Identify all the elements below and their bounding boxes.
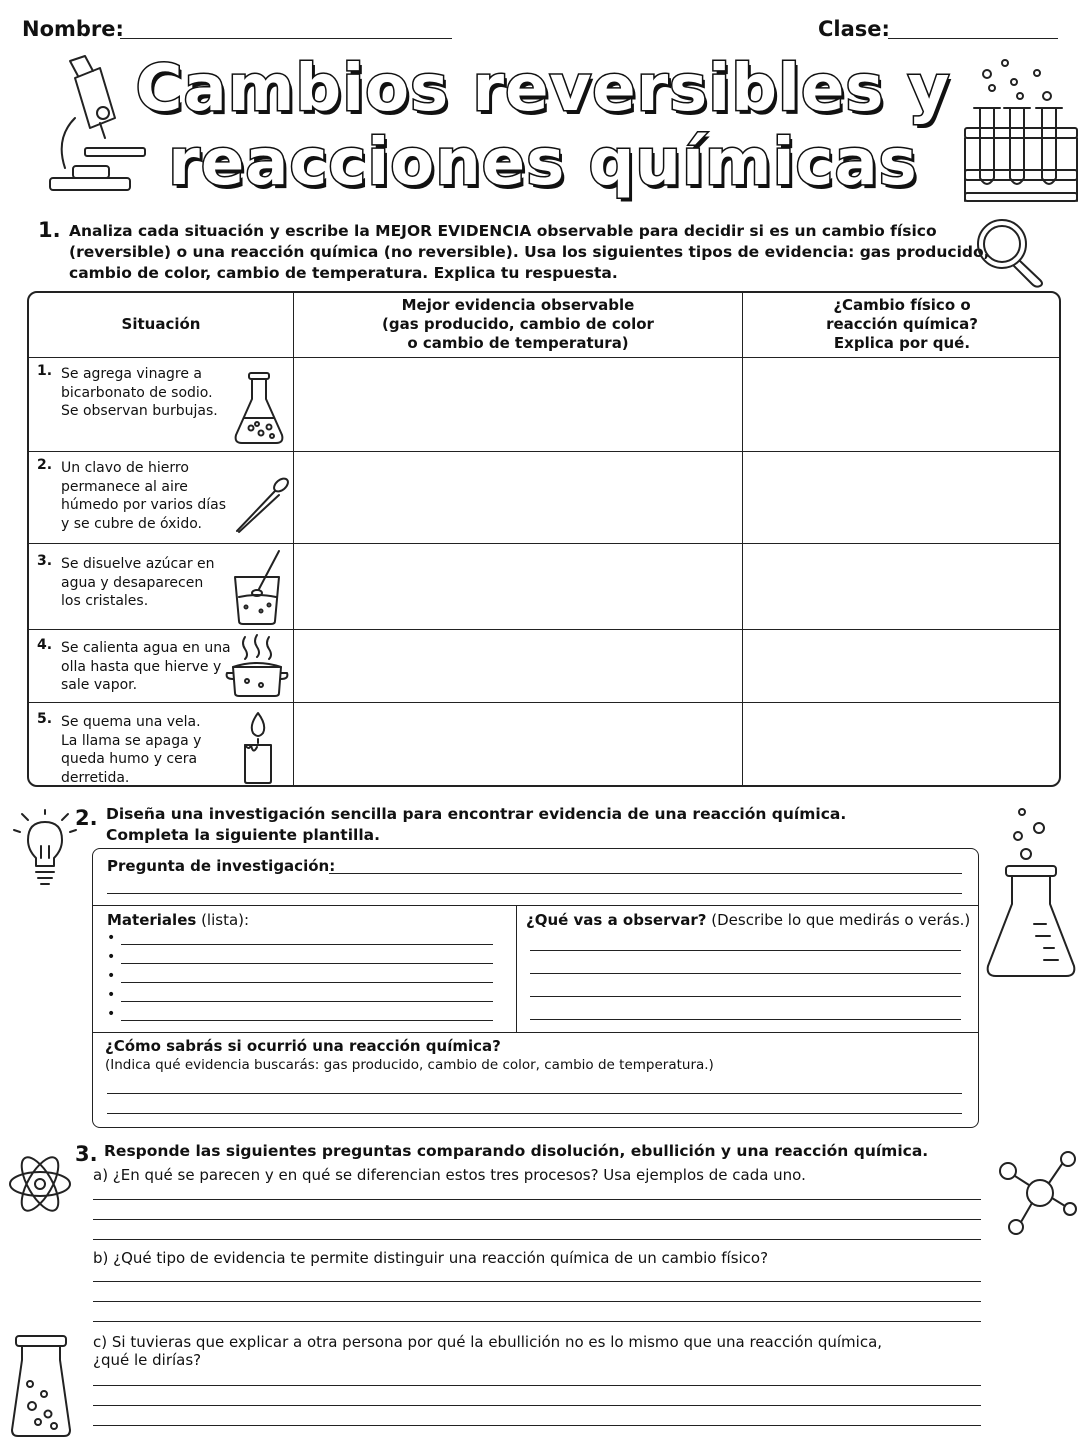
section-1-instruction-line: cambio de color, cambio de temperatura. Explica tu respuesta. [69,264,618,282]
observe-field-line[interactable] [530,996,961,997]
how-field-line[interactable] [107,1113,962,1114]
answer-line[interactable] [93,1301,981,1302]
evidence-answer-cell-4[interactable] [295,631,741,701]
evidence-answer-cell-2[interactable] [295,453,741,542]
observe-label: ¿Qué vas a observar? [526,911,707,929]
type-answer-cell-5[interactable] [744,704,1059,786]
observe-field-line[interactable] [530,1019,961,1020]
answer-line[interactable] [93,1199,981,1200]
row-text: La llama se apaga y [61,732,202,749]
section-1-instruction-line: (reversible) o una reacción química (no reversible). Usa los siguientes tipos de evidencia: gas producido, [69,243,990,261]
section-2-number: 2. [75,806,98,830]
row-text: Se calienta agua en una [61,640,231,656]
candle-icon [241,711,275,785]
row-text: sale vapor. [61,677,138,693]
section-1-number: 1. [38,218,61,242]
answer-line[interactable] [93,1385,981,1386]
evidence-answer-cell-3[interactable] [295,545,741,628]
answer-line[interactable] [93,1219,981,1220]
question-field-line[interactable] [107,893,962,894]
type-answer-cell-1[interactable] [744,359,1059,450]
row-number: 2. [37,457,53,473]
magnifier-icon [972,216,1047,286]
column-header-type: reacción química? [826,315,978,333]
evidence-table [27,291,1061,787]
evidence-answer-cell-1[interactable] [295,359,741,450]
row-text: Un clavo de hierro [61,460,189,476]
class-field[interactable] [888,38,1058,39]
question-b: b) ¿Qué tipo de evidencia te permite distinguir una reacción química de un cambio físico? [93,1249,769,1267]
section-1-instruction-line: Analiza cada situación y escribe la MEJOR EVIDENCIA observable para decidir si es un cambio físico [69,222,937,240]
row-number: 4. [37,637,53,653]
section-2-instruction-line: Diseña una investigación sencilla para encontrar evidencia de una reacción química. [106,805,847,823]
question-c-continued: ¿qué le dirías? [93,1351,202,1369]
column-header-evidence: (gas producido, cambio de color [382,315,654,333]
row-text: bicarbonato de sodio. [61,384,213,401]
observe-field-line[interactable] [530,950,961,951]
evidence-answer-cell-5[interactable] [295,704,741,786]
materials-hint: (lista): [201,911,250,929]
row-text: húmedo por varios días [61,497,227,513]
column-header-evidence: Mejor evidencia observable [401,296,635,314]
answer-line[interactable] [93,1405,981,1406]
row-number: 3. [37,553,53,569]
test-tubes-icon [962,58,1082,208]
material-field-line[interactable] [121,982,493,983]
microscope-icon [45,58,150,198]
row-text: Se disuelve azúcar en [61,556,215,572]
answer-line[interactable] [93,1239,981,1240]
row-text: Se agrega vinagre a [61,366,202,382]
observe-hint: (Describe lo que medirás o verás.) [711,911,971,929]
name-label: Nombre: [22,17,124,41]
material-field-line[interactable] [121,1001,493,1002]
row-text: y se cubre de óxido. [61,515,202,532]
row-text: olla hasta que hierve y [61,658,222,675]
material-field-line[interactable] [121,944,493,945]
boiling-pot-icon [225,635,289,697]
row-text: queda humo y cera [61,751,198,767]
type-answer-cell-3[interactable] [744,545,1059,628]
row-text: Se quema una vela. [61,714,201,730]
how-field-line[interactable] [107,1093,962,1094]
title-line-1: Cambios reversibles y [135,52,951,126]
section-2-instruction-line: Completa la siguiente plantilla. [106,826,380,844]
material-field-line[interactable] [121,963,493,964]
row-number: 5. [37,711,53,727]
how-hint: (Indica qué evidencia buscarás: gas producido, cambio de color, cambio de temperatura.) [105,1057,714,1073]
type-answer-cell-4[interactable] [744,631,1059,701]
molecule-icon [996,1147,1081,1237]
row-text: los cristales. [61,593,149,609]
title-line-2: reacciones químicas [168,126,918,200]
answer-line[interactable] [93,1321,981,1322]
material-field-line[interactable] [121,1020,493,1021]
class-label: Clase: [818,17,890,41]
column-header-evidence: o cambio de temperatura) [407,334,629,352]
nail-icon [231,475,291,535]
column-header-type: Explica por qué. [833,334,971,352]
atom-icon [8,1145,72,1223]
row-text: derretida. [61,769,130,786]
question-c: c) Si tuvieras que explicar a otra persona por qué la ebullición no es lo mismo que una reacción química, [93,1333,883,1351]
glass-spoon-icon [231,549,286,625]
name-field[interactable] [120,38,452,39]
answer-line[interactable] [93,1281,981,1282]
section-3-instructions: Responde las siguientes preguntas comparando disolución, ebullición y una reacción química. [104,1142,929,1160]
section-3-number: 3. [75,1142,98,1166]
investigation-template: Pregunta de investigación: Materiales (lista): • • • • • ¿Qué vas a observar? (Describe lo que medirás o verás.) ¿Cómo sabrás si ocurrió una reacción química? (Indica qué evidencia buscarás: gas producido, cambio de color, cambio de temperatura.) [92,848,979,1128]
row-number: 1. [37,363,53,379]
row-text: permanece al aire [61,478,188,495]
flask-bubbles-icon [8,1334,74,1438]
row-text: Se observan burbujas. [61,403,218,419]
row-text: agua y desaparecen [61,574,204,591]
column-header-situation: Situación [121,315,201,333]
lightbulb-icon [18,810,73,888]
question-label: Pregunta de investigación: [107,857,336,875]
how-label: ¿Cómo sabrás si ocurrió una reacción química? [105,1037,501,1055]
observe-field-line[interactable] [530,973,961,974]
answer-line[interactable] [93,1425,981,1426]
flask-bubbles-icon [234,373,284,445]
materials-label: Materiales [107,911,197,929]
question-a: a) ¿En qué se parecen y en qué se diferencian estos tres procesos? Usa ejemplos de cada uno. [93,1166,806,1184]
question-field-line[interactable] [329,873,962,874]
column-header-type: ¿Cambio físico o [833,296,971,314]
erlenmeyer-flask-icon [984,806,1074,986]
type-answer-cell-2[interactable] [744,453,1059,542]
